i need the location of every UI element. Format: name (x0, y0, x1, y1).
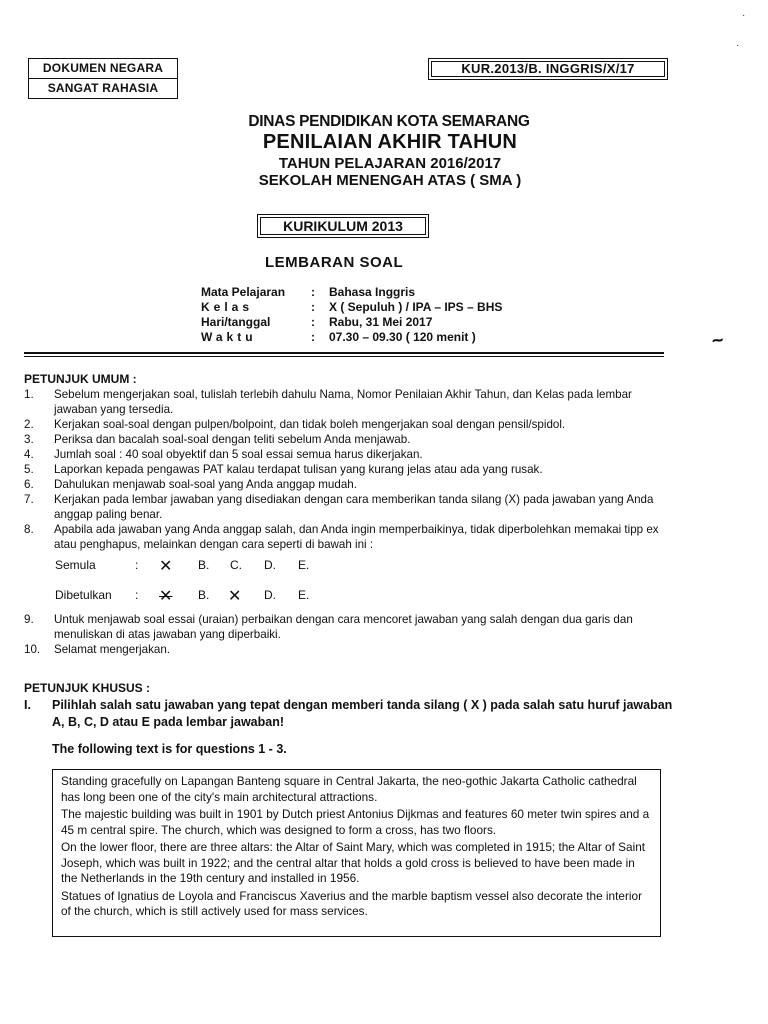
item-text: Selamat mengerjakan. (54, 643, 170, 656)
general-instructions-list-continued (24, 612, 674, 657)
example-label: Dibetulkan (55, 588, 112, 602)
option-c: C. (230, 558, 242, 572)
meta-value: X ( Sepuluh ) / IPA – IPS – BHS (329, 300, 503, 314)
option-b: B. (198, 588, 210, 602)
specific-instructions-title: PETUNJUK KHUSUS : (24, 681, 151, 695)
list-item (24, 387, 674, 417)
document-code: KUR.2013/B. INGGRIS/X/17 (428, 58, 668, 80)
meta-row: Hari/tanggal : Rabu, 31 Mei 2017 (201, 315, 433, 329)
passage-paragraph: The majestic building was built in 1901 by Dutch priest Antonius Dijkmas and features 60 meter twin spires and a 45 m central spire. The church, which was designed to form a cross, has two floors. (61, 807, 650, 837)
item-number: 2. (24, 418, 34, 431)
list-item (24, 642, 674, 657)
list-item (24, 477, 674, 492)
item-number: 5. (24, 463, 34, 476)
meta-value: 07.30 – 09.30 ( 120 menit ) (329, 330, 476, 344)
list-item (24, 612, 674, 642)
meta-row: Mata Pelajaran : Bahasa Inggris (201, 285, 416, 299)
list-item (24, 462, 674, 477)
classification-line-1: DOKUMEN NEGARA (42, 61, 164, 75)
option-e: E. (298, 588, 310, 602)
item-text: Dahulukan menjawab soal-soal yang Anda anggap mudah. (54, 478, 357, 491)
option-d: D. (264, 588, 276, 602)
meta-value: Rabu, 31 Mei 2017 (329, 315, 433, 329)
list-item (24, 447, 674, 462)
list-item (24, 492, 674, 522)
passage-paragraph: Standing gracefully on Lapangan Banteng square in Central Jakarta, the neo-gothic Jakarta Catholic cathedral has long been one of the city's main architectural attractions. (61, 774, 637, 804)
item-number: 4. (24, 448, 34, 461)
divider-rule (24, 352, 664, 354)
cross-mark-icon: ✕ (228, 588, 242, 605)
classification-line-2: SANGAT RAHASIA (29, 78, 177, 98)
example-label: Semula (55, 558, 96, 572)
meta-key: Waktu (201, 330, 257, 344)
item-text: Kerjakan pada lembar jawaban yang disediakan dengan cara memberikan tanda silang (X) pada jawaban yang Anda anggap paling benar. (54, 493, 654, 521)
item-number: 7. (24, 493, 34, 506)
divider-rule (24, 356, 664, 357)
item-text: Periksa dan bacalah soal-soal dengan teliti sebelum Anda menjawab. (54, 433, 411, 446)
example-colon: : (135, 558, 139, 572)
header-academic-year: TAHUN PELAJARAN 2016/2017 (278, 155, 502, 172)
item-number: 1. (24, 388, 34, 401)
meta-key: Kelas (201, 300, 254, 314)
item-number: 8. (24, 523, 34, 536)
sheet-title: LEMBARAN SOAL (265, 254, 404, 271)
scan-speck: · (736, 40, 740, 51)
item-number: 9. (24, 613, 34, 626)
specific-instruction (24, 697, 674, 731)
item-number: 10. (24, 643, 41, 656)
header-exam-title: PENILAIAN AKHIR TAHUN (262, 131, 518, 153)
classification-box (28, 58, 178, 99)
list-item (24, 417, 674, 432)
item-text: Jumlah soal : 40 soal obyektif dan 5 soal essai semua harus dikerjakan. (54, 448, 423, 461)
meta-row: Kelas : X ( Sepuluh ) / IPA – IPS – BHS (201, 300, 503, 314)
list-item (24, 522, 674, 552)
meta-row: Waktu : 07.30 – 09.30 ( 120 menit ) (201, 330, 476, 344)
curriculum-badge: KURIKULUM 2013 (257, 214, 429, 238)
instruction-text: Pilihlah salah satu jawaban yang tepat dengan memberi tanda silang ( X ) pada salah satu huruf jawaban A, B, C, D atau E pada lembar jawaban! (52, 698, 673, 729)
passage-paragraph: On the lower floor, there are three altars: the Altar of Saint Mary, which was completed in 1915; the Altar of Saint Joseph, which was built in 1922; and the central altar that holds a gold cross is believed to have been made in the Netherlands in the 19th century and installed in 1956. (61, 840, 646, 885)
meta-key: Hari/tanggal (201, 315, 271, 329)
meta-value: Bahasa Inggris (329, 285, 416, 299)
general-instructions-list (24, 387, 674, 552)
scan-speck: · (742, 10, 746, 21)
header-school-level: SEKOLAH MENENGAH ATAS ( SMA ) (258, 172, 522, 189)
item-number: 6. (24, 478, 34, 491)
passage-intro: The following text is for questions 1 - 3. (52, 742, 287, 756)
general-instructions-title: PETUNJUK UMUM : (24, 372, 137, 386)
item-text: Sebelum mengerjakan soal, tulislah terlebih dahulu Nama, Nomor Penilaian Akhir Tahun, dan Kelas pada lembar jawaban yang tersedia. (54, 388, 632, 416)
item-text: Kerjakan soal-soal dengan pulpen/bolpoint, dan tidak boleh mengerjakan soal dengan pensil/spidol. (54, 418, 566, 431)
header-agency: DINAS PENDIDIKAN KOTA SEMARANG (248, 113, 530, 130)
reading-passage (52, 769, 661, 937)
page-header (0, 113, 768, 189)
option-b: B. (198, 558, 210, 572)
item-text: Laporkan kepada pengawas PAT kalau terdapat tulisan yang kurang jelas atau ada yang rusak. (54, 463, 543, 476)
cross-mark-icon: ✕ (159, 558, 173, 575)
option-d: D. (264, 558, 276, 572)
option-e: E. (298, 558, 310, 572)
struck-cross-icon: ✕ (159, 588, 173, 605)
exam-meta (201, 285, 502, 345)
item-text: Untuk menjawab soal essai (uraian) perbaikan dengan cara mencoret jawaban yang salah dengan dua garis dan menuliskan di atas jawaban yang diperbaiki. (54, 613, 633, 641)
instruction-number: I. (24, 698, 31, 712)
pen-mark: ~ (710, 329, 726, 353)
item-text: Apabila ada jawaban yang Anda anggap salah, dan Anda ingin memperbaikinya, tidak diperbolehkan memakai tipp ex atau penghapus, melainkan dengan cara seperti di bawah ini : (54, 523, 659, 551)
passage-paragraph: Statues of Ignatius de Loyola and Franciscus Xaverius and the marble baptism vessel also decorate the interior of the church, which is still actively used for mass services. (61, 888, 642, 918)
list-item (24, 432, 674, 447)
meta-key: Mata Pelajaran (201, 285, 286, 299)
example-colon: : (135, 588, 139, 602)
item-number: 3. (24, 433, 34, 446)
